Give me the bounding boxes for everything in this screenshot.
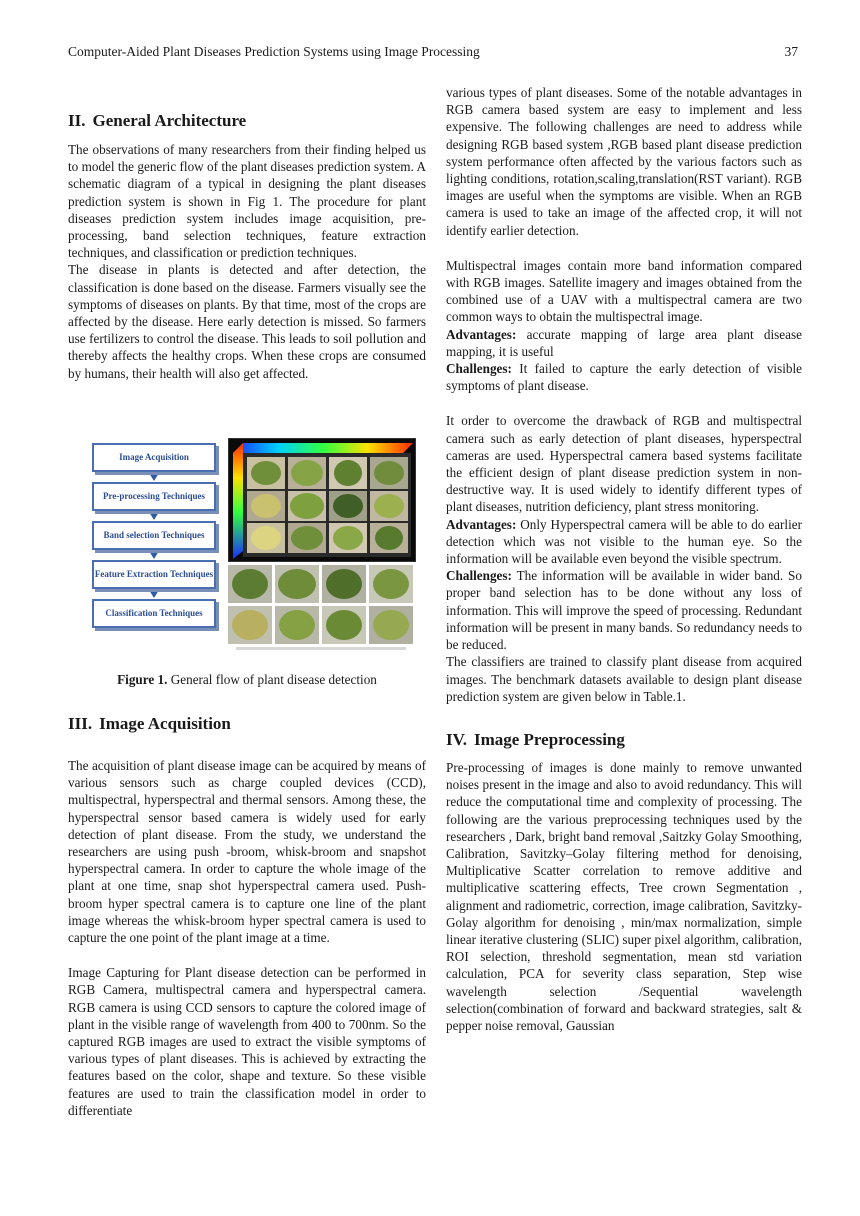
advantages-label: Advantages: [446, 326, 517, 342]
advantages-text: accurate mapping of large area plant disease mapping, it is useful [446, 326, 802, 359]
down-arrow-icon [149, 590, 159, 598]
section-number: II. [68, 111, 86, 130]
challenges-paragraph [446, 567, 802, 653]
figure-label: Figure 1. [117, 672, 168, 687]
advantages-paragraph [446, 516, 802, 568]
paragraph: It order to overcome the drawback of RGB and multispectral camera such as early detection of plant diseases, hyperspectral cameras are used. Hyperspectral camera based systems facilitate the efficient design of plant disease prediction system in non-destructive way. It is used widely to identify different types of plant diseases, nutrition deficiency, plant stress monitoring. [446, 413, 802, 515]
advantages-label: Advantages: [446, 516, 517, 532]
section-title: Image Preprocessing [473, 729, 625, 749]
advantages-paragraph [446, 326, 802, 360]
challenges-text: The information will be available in wider band. So proper band selection has to be done without any loss of information. This will improve the speed of processing. Redundant information will be present in many bands. So redundancy needs to be reduced. [446, 568, 802, 653]
section-number: IV. [446, 729, 467, 749]
down-arrow-icon [149, 551, 159, 559]
challenges-label: Challenges: [446, 361, 512, 377]
section-title: Image Acquisition [99, 714, 231, 733]
down-arrow-icon [149, 473, 159, 481]
challenges-label: Challenges: [446, 568, 512, 584]
flow-step-pre-processing: Pre-processing Techniques [92, 482, 216, 511]
paragraph: Pre-processing of images is done mainly to remove unwanted noises present in the image and also to avoid redundancy. This will reduce the computational time and complexity of processing. The following are the various preprocessing techniques used by the researchers , Dark, bright band removal ,Saitzky Golay Smoothing, Calibration, Savitzky–Golay filtering method for denoising, Multiplicative Scatter correlation to remove additive and multiplicative scattering effects, Tree crown Segmentation , alignment and radiometric, correction, image calibration, Savitzky-Golay algorithm for denoising , min/max normalization, simple linear iterative clustering (SLIC) super pixel algorithm, calibration, ROI selection, threshold segmentation, mean std variation calculation, PCA for severity class separation, Step wise wavelength selection /Sequential wavelength selection(combination of forward and backward strategies, salt & pepper noise removal, Gaussian [446, 759, 802, 1033]
cube-side-face [233, 443, 243, 559]
section-heading-general-architecture [68, 110, 426, 132]
section-number: III. [68, 714, 93, 733]
paragraph: The observations of many researchers from their finding helped us to model the generic flow of the plant diseases prediction system. A schematic diagram of a typical in designing the plant diseases prediction system is shown in Fig 1. The procedure for plant diseases prediction system includes image acquisition, pre-processing, band selection techniques, feature extraction techniques, and classification or prediction techniques. [68, 142, 426, 261]
down-arrow-icon [149, 512, 159, 520]
paragraph: Image Capturing for Plant disease detection can be performed in RGB Camera, multispectral camera and hyperspectral camera. RGB camera is using CCD sensors to capture the colored image of plant in the visible range of wavelength from 400 to 700nm. So the captured RGB images are used to extract the visible symptoms of various types of plant diseases. This is achieved by extracting the features based on the color, shape and texture. So these visible features are used to train the classification model in order to differentiate [68, 965, 426, 1118]
challenges-text: It failed to capture the early detection of visible symptoms of plant disease. [446, 361, 802, 394]
paragraph: The disease in plants is detected and after detection, the classification is done based on the disease. Farmers visually see the symptoms of diseases on plants. By that time, most of the crops are affected by the disease. Here early detection is missed. So farmers use fertilizers to control the disease. This leads to soil pollution and thereby affects the healthy crops. When these crops are consumed by humans, their health will also get affected. [68, 262, 426, 381]
paragraph: The acquisition of plant disease image can be acquired by means of various sensors such as charge coupled devices (CCD), multispectral, hyperspectral and thermal sensors. Among these, the hyperspectral sensor based camera is widely used for early detection of plant disease. From the study, we understand the researchers are using push -broom, whisk-broom and snapshot hyperspectral camera. In order to capture the whole image of the plant at one time, snap shot hyperspectral camera used. Push-broom hyper spectral camera is to capture one line of the plant image whereas the whisk-broom hyper spectral camera is used to capture the one point of the plant image at a time. [68, 758, 426, 946]
paragraph: Multispectral images contain more band information compared with RGB images. Satellite imagery and images obtained from the combined use of a UAV with a multispectral camera are two common ways to obtain the multispectral image. [446, 257, 802, 325]
left-column-lower [68, 713, 426, 1119]
figure-1 [84, 435, 414, 660]
advantages-text: Only Hyperspectral camera will be able to do earlier detection which was not visible to the human eye. So the information will be available even beyond the visible spectrum. [446, 516, 802, 567]
hyperspectral-cube-graphic [229, 439, 415, 561]
challenges-paragraph [446, 360, 802, 394]
flow-step-feature-extraction: Feature Extraction Techniques [92, 560, 216, 589]
section-title: General Architecture [92, 111, 247, 130]
figure-caption-text: General flow of plant disease detection [170, 672, 377, 687]
left-column [68, 110, 426, 382]
figure-caption [68, 672, 426, 688]
page-number: 37 [784, 44, 798, 59]
running-title: Computer-Aided Plant Diseases Prediction Systems using Image Processing [68, 44, 480, 59]
flow-step-classification: Classification Techniques [92, 599, 216, 628]
paragraph: The classifiers are trained to classify plant disease from acquired images. The benchmark datasets available to design plant disease prediction system are given below in Table.1. [446, 654, 802, 704]
leaf-samples-graphic [228, 565, 414, 653]
flow-step-image-acquisition: Image Acquisition [92, 443, 216, 472]
flow-diagram [92, 443, 217, 628]
flow-step-band-selection: Band selection Techniques [92, 521, 216, 550]
figure-fine-print [236, 647, 406, 650]
section-heading-image-acquisition [68, 713, 426, 735]
hyperspectral-cube-image [228, 438, 416, 562]
leaf-samples-image [228, 565, 414, 653]
running-header [68, 44, 798, 60]
right-column [446, 84, 802, 1034]
paragraph: various types of plant diseases. Some of the notable advantages in RGB camera based system are easy to implement and less expensive. The following challenges are need to address while designing RGB based system ,RGB based plant disease prediction system performance often affected by the various factors such as lighting conditions, rotation,scaling,translation(RST variant). RGB images are useful when the symptoms are visible. When an RGB camera is used to take an image of the affected crop, it will not identify earlier detection. [446, 85, 802, 238]
section-heading-image-preprocessing [446, 729, 802, 751]
cube-top-face [233, 443, 413, 453]
